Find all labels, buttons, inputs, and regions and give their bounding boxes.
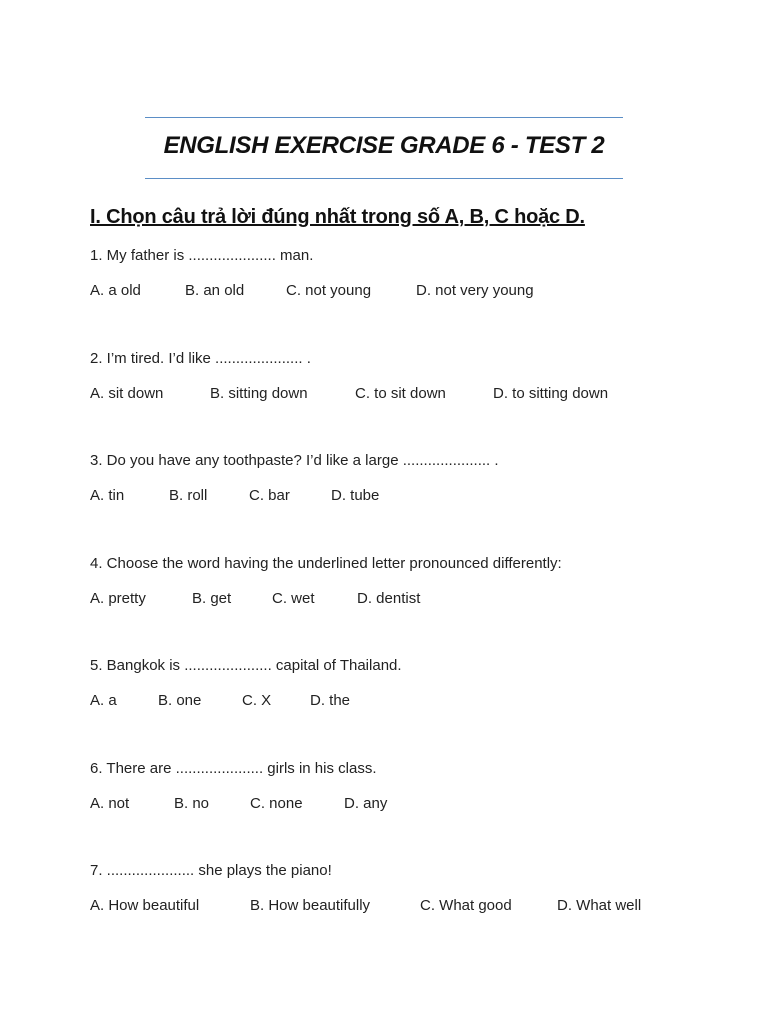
option-d: D. dentist <box>357 589 421 607</box>
option-a: A. pretty <box>90 589 146 607</box>
option-c: C. bar <box>249 487 290 504</box>
option-d: D. the <box>310 692 351 709</box>
question-3 <box>90 451 730 554</box>
option-d: D. What well <box>557 897 642 914</box>
option-d: D. any <box>344 794 388 812</box>
section-heading: I. Chọn câu trả lời đúng nhất trong số A, B, C hoặc D. <box>90 206 585 228</box>
option-b: B. sitting down <box>210 384 308 402</box>
question-7 <box>90 861 730 964</box>
option-c: C. not young <box>286 282 372 299</box>
answer-options <box>90 691 350 711</box>
option-c: C. to sit down <box>355 384 446 402</box>
option-b: B. roll <box>169 487 208 504</box>
question-2 <box>90 349 730 452</box>
title-rule-bottom <box>145 178 623 179</box>
question-4 <box>90 554 730 657</box>
option-c: C. What good <box>420 897 512 914</box>
question-text: 6. There are ..................... girls in his class. <box>90 759 377 777</box>
option-c: C. none <box>250 794 303 812</box>
option-a: A. sit down <box>90 384 164 402</box>
title-rule-top <box>145 117 623 118</box>
question-text: 4. Choose the word having the underlined letter pronounced differently: <box>90 554 562 572</box>
option-a: A. tin <box>90 487 125 504</box>
question-5 <box>90 656 730 759</box>
question-list <box>90 246 730 964</box>
answer-options <box>90 896 641 916</box>
question-1 <box>90 246 730 349</box>
option-d: D. tube <box>331 487 380 504</box>
answer-options <box>90 281 534 301</box>
option-a: A. a old <box>90 282 141 299</box>
option-c: C. wet <box>272 589 315 607</box>
question-6 <box>90 759 730 862</box>
question-text: 2. I’m tired. I’d like ..................... . <box>90 349 311 367</box>
answer-options <box>90 384 608 404</box>
question-text: 5. Bangkok is ..................... capital of Thailand. <box>90 657 402 674</box>
option-d: D. not very young <box>416 282 534 299</box>
option-a: A. a <box>90 692 117 709</box>
option-b: B. an old <box>185 282 245 299</box>
answer-options <box>90 486 379 506</box>
option-c: C. X <box>242 692 272 709</box>
answer-options <box>90 589 420 609</box>
question-text: 1. My father is ..................... man. <box>90 247 314 264</box>
question-text: 3. Do you have any toothpaste? I’d like a large ..................... . <box>90 452 499 469</box>
option-b: B. no <box>174 794 210 812</box>
option-b: B. get <box>192 589 232 607</box>
option-b: B. one <box>158 692 202 709</box>
answer-options <box>90 794 387 814</box>
option-b: B. How beautifully <box>250 897 371 914</box>
page-title: ENGLISH EXERCISE GRADE 6 - TEST 2 <box>163 132 605 159</box>
option-a: A. not <box>90 794 130 812</box>
option-a: A. How beautiful <box>90 897 200 914</box>
question-text: 7. ..................... she plays the piano! <box>90 862 332 879</box>
option-d: D. to sitting down <box>493 384 609 402</box>
